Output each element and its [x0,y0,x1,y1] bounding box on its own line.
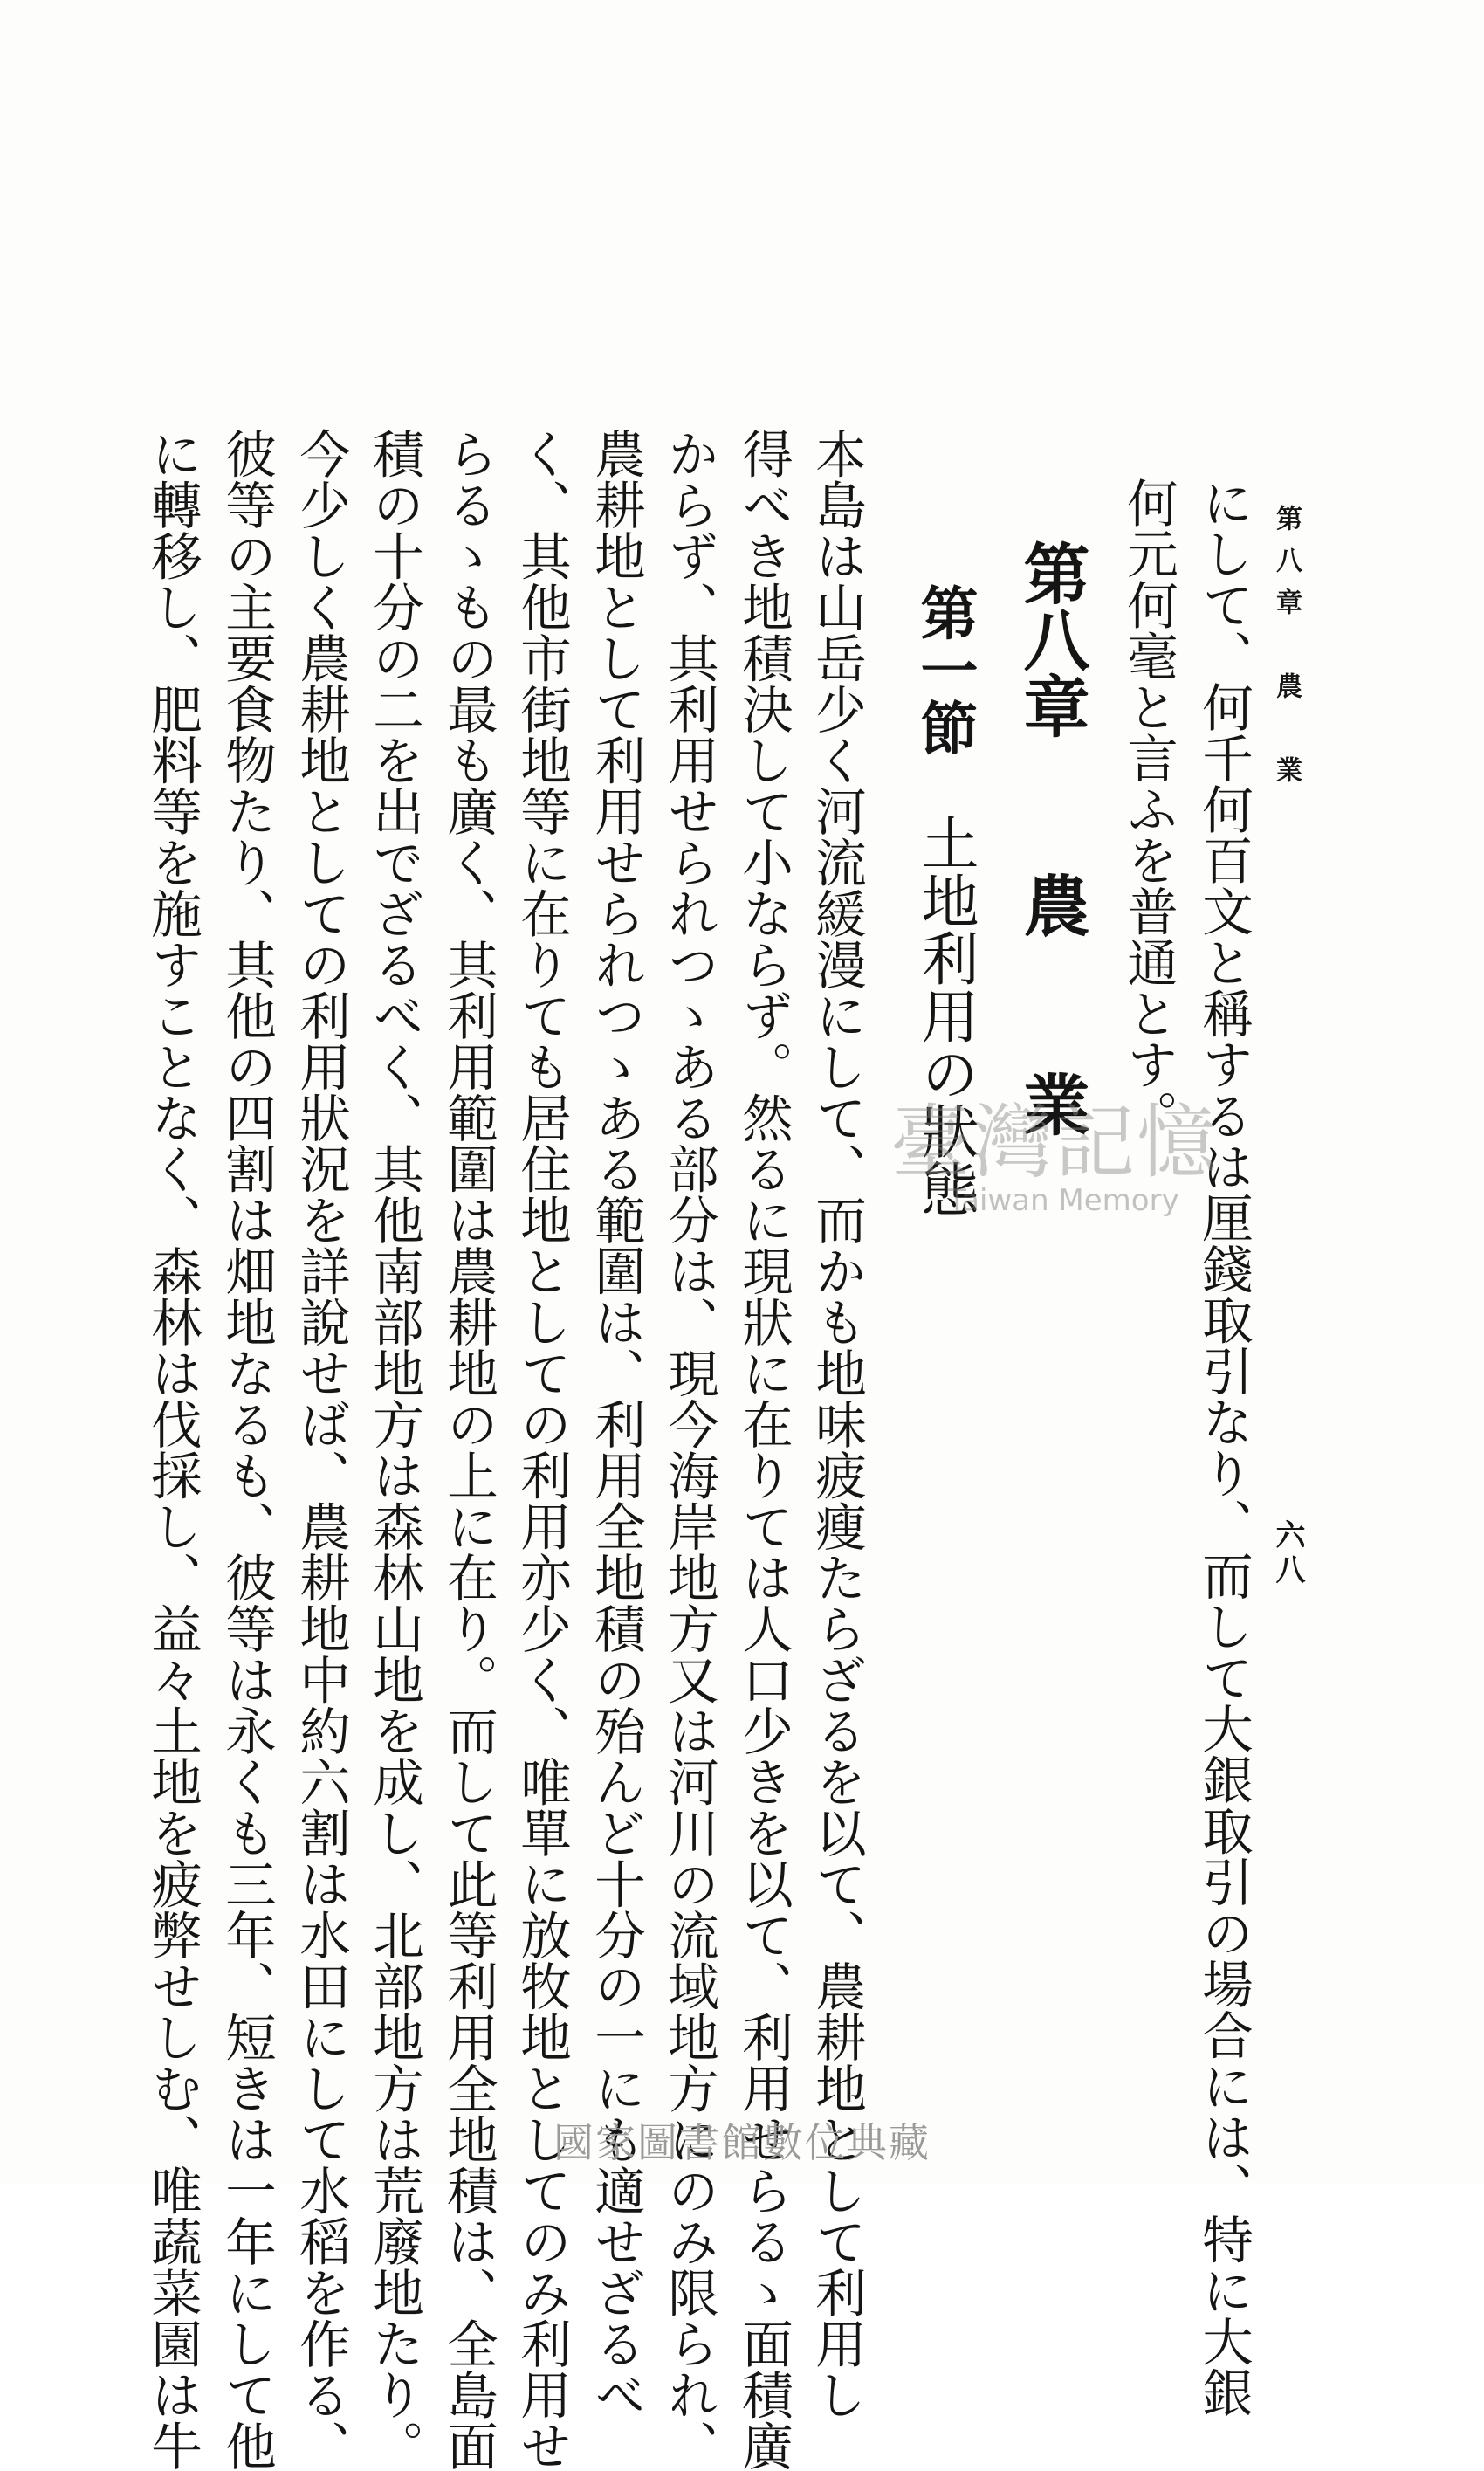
running-header: 第八章 農 業 [1271,505,1302,798]
watermark-subtext: Taiwan Memory [948,1183,1179,1218]
text-column: 得べき地積決して小ならず。然るに現狀に在りては人口少きを以て、利用せらるゝ面積廣 [733,428,794,2471]
section-number: 第一節 [910,583,979,756]
text-column: らるゝもの最も廣く、其利用範圍は農耕地の上に在り。而して此等利用全地積は、全島面 [438,428,498,2471]
text-column: く、其他市街地等に在りても居住地としての利用亦少く、唯單に放牧地としてのみ利用せ [512,428,572,2471]
section-heading-text: 土地利用の狀態 [911,814,979,1217]
text-column: 何元何毫と言ふを普通とす。 [1118,477,1178,1141]
page-number: 六八 [1270,1519,1305,1589]
text-column: にして、何千何百文と稱するは厘錢取引なり、而して大銀取引の場合には、特に大銀 [1193,477,1254,2418]
text-column: 彼等の主要食物たり、其他の四割は畑地なるも、彼等は永くも三年、短きは一年にして他 [216,428,277,2471]
text-column: に轉移し、肥料等を施すことなく、森林は伐採し、益々土地を疲弊せしむ、唯蔬菜園は牛 [142,428,203,2471]
library-footer: 國家圖書館數位典藏 [553,2119,931,2166]
text-column: からず、其利用せられつゝある部分は、現今海岸地方又は河川の流域地方にのみ限られ、 [659,428,719,2471]
text-column: 本島は山岳少く河流緩漫にして、而かも地味疲瘦たらざるを以て、農耕地として利用し [807,428,867,2420]
chapter-title: 第八章 農 業 [1013,540,1090,1137]
text-column: 積の十分の二を出でざるべく、其他南部地方は森林山地を成し、北部地方は荒廢地たり。 [364,428,424,2471]
section-title [910,583,979,1217]
text-column: 今少しく農耕地としての利用狀況を詳說せば、農耕地中約六割は水田にして水稻を作る、 [291,428,351,2471]
watermark-logo-text: 臺灣記憶 [890,1096,1219,1189]
text-column: 農耕地として利用せられつゝある範圍は、利用全地積の殆んど十分の一にも適せざるべ [586,428,646,2420]
